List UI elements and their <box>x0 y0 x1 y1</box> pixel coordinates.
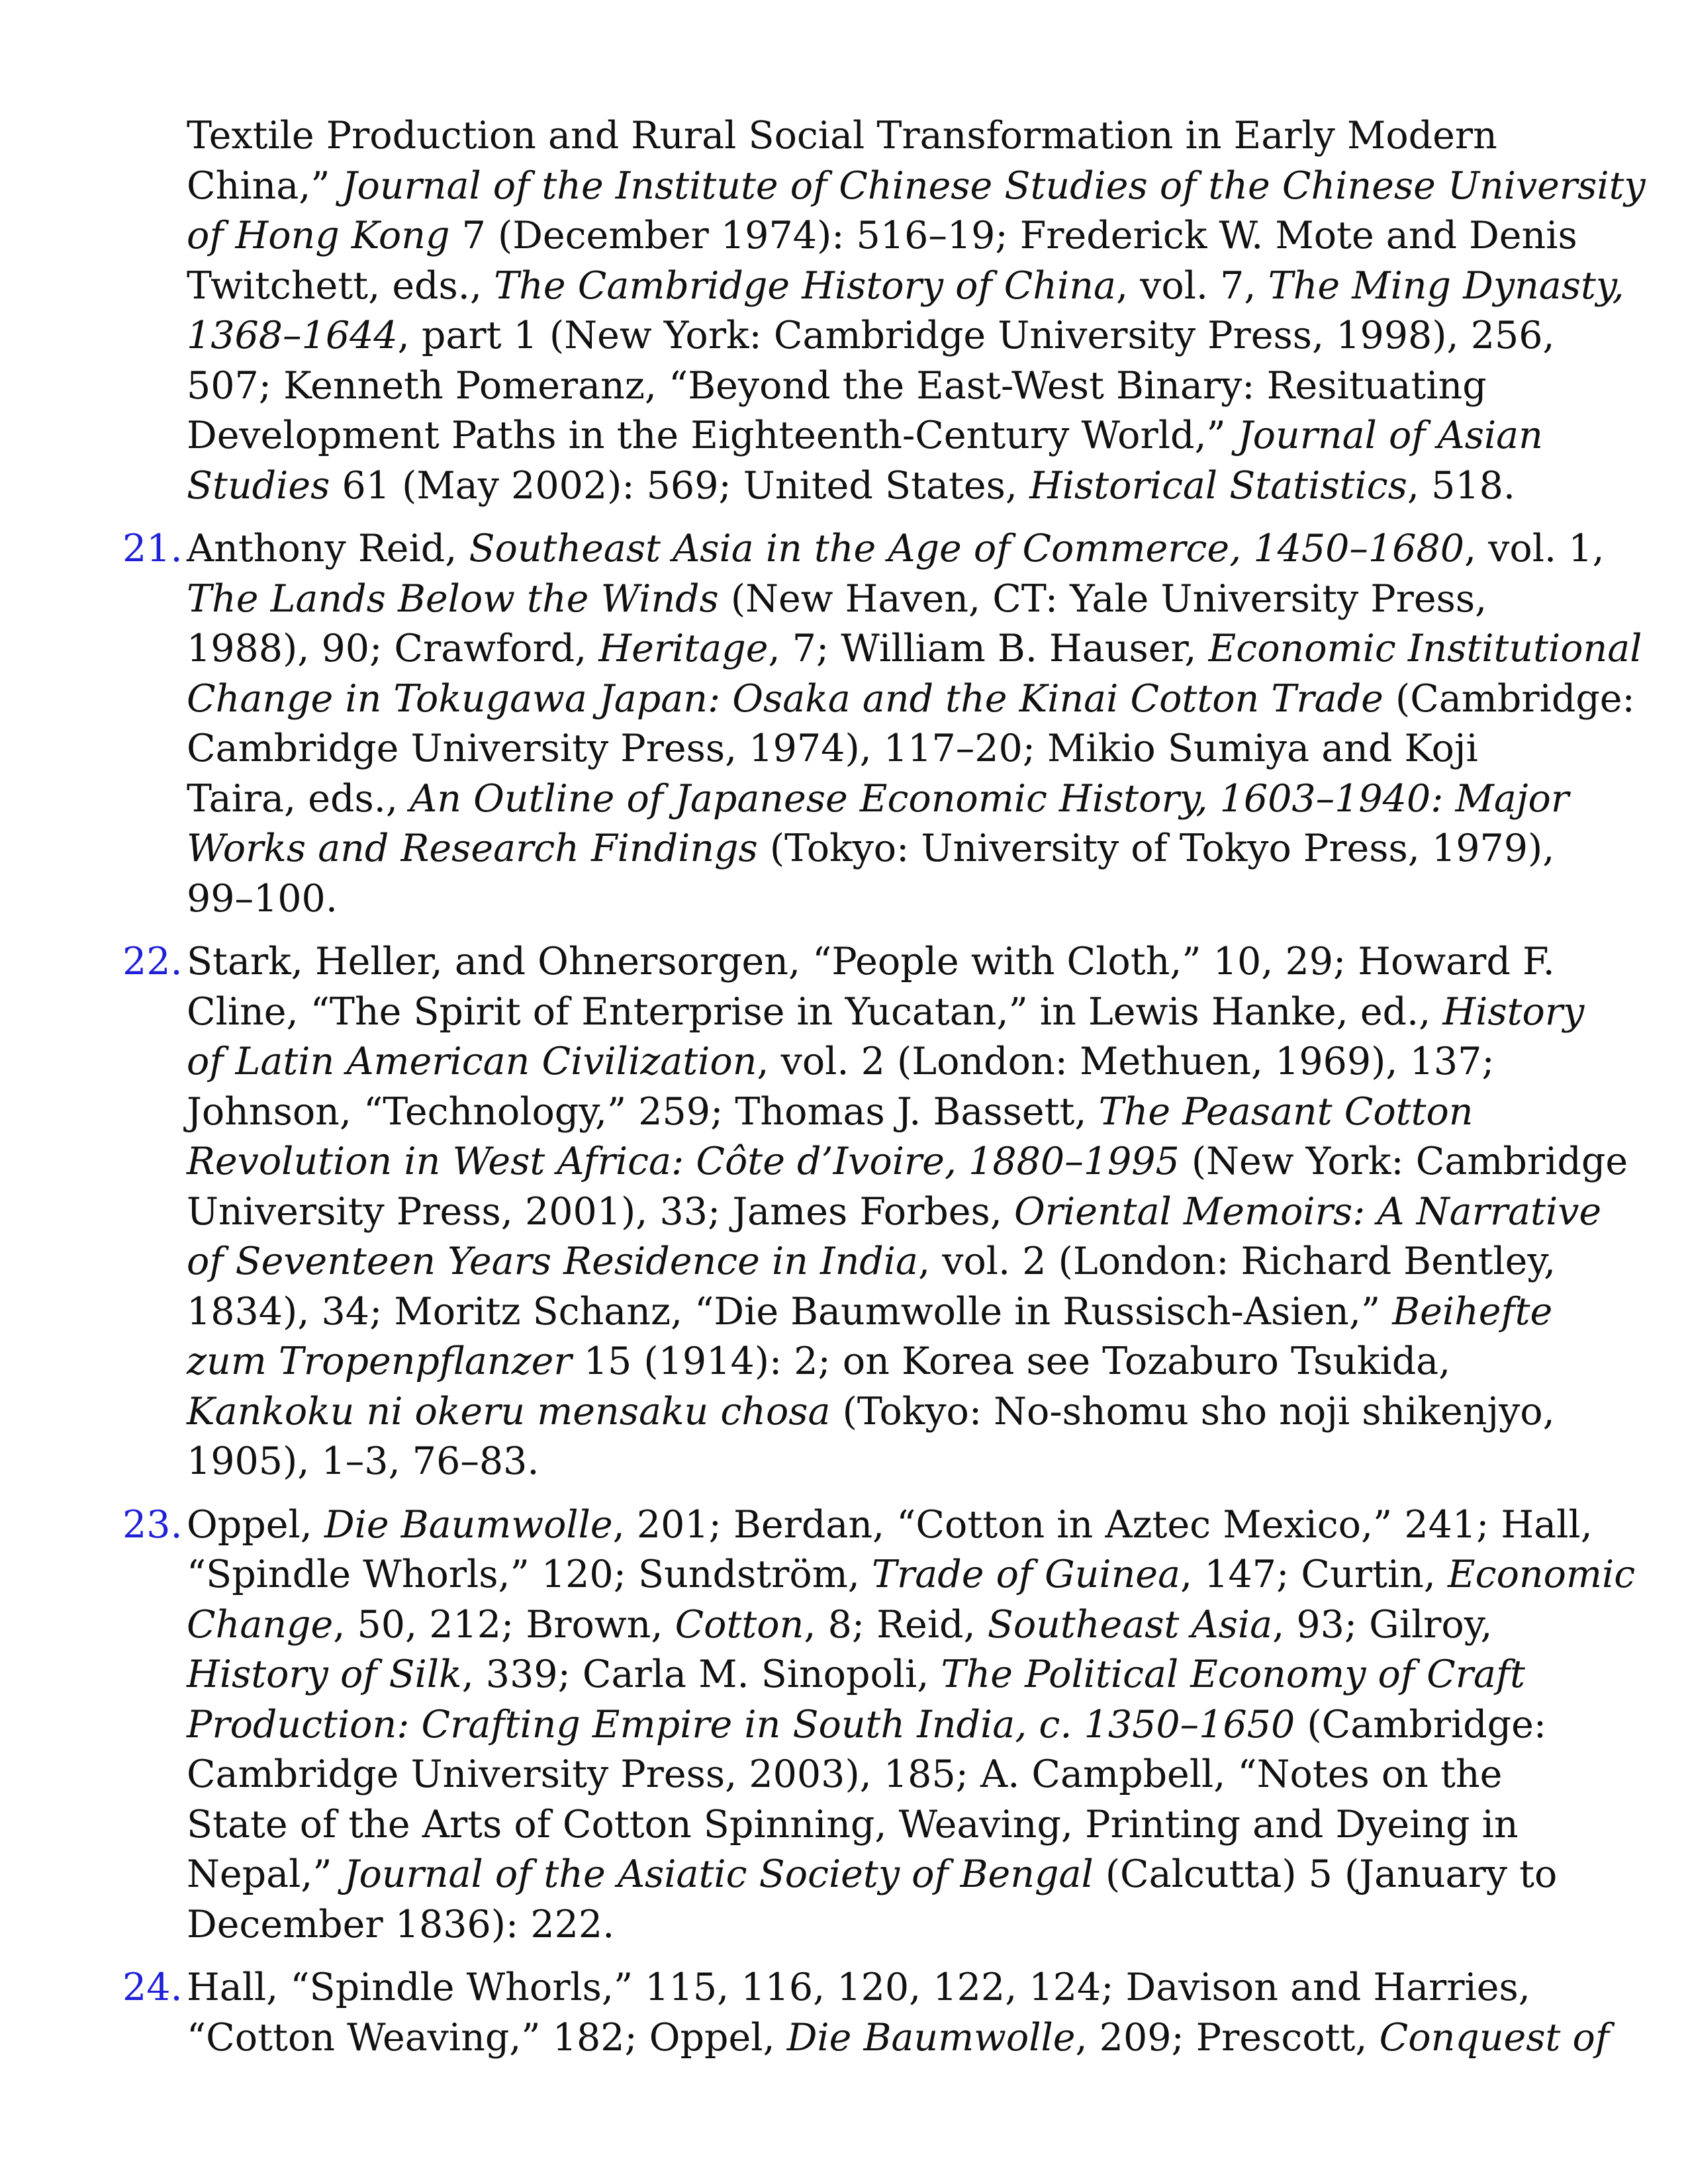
endnote-text-line <box>187 1700 1579 1751</box>
endnote-text-line <box>187 574 1579 625</box>
italic-title: Journal of Asian <box>1237 414 1543 457</box>
endnote-number-link[interactable]: 22. <box>122 940 183 983</box>
text-run: , 209; Prescott, <box>1075 2015 1380 2060</box>
text-run: , vol. 7, <box>1115 263 1268 308</box>
endnote-text-line <box>187 361 1579 412</box>
endnote-number-link[interactable]: 21. <box>122 527 183 570</box>
text-run: Twitchett, eds., <box>187 263 494 308</box>
endnote-22 <box>122 937 1628 1487</box>
text-run: Development Paths in the Eighteenth-Century World,” <box>187 414 1238 457</box>
endnote-text-line <box>187 161 1646 212</box>
text-run: Textile Production and Rural Social Transformation in Early Modern <box>187 114 1497 158</box>
endnote-text-line <box>187 211 1579 261</box>
text-run: (New Haven, CT: Yale University Press, <box>718 576 1487 621</box>
text-run: 507; Kenneth Pomeranz, “Beyond the East-West Binary: Resituating <box>187 363 1487 408</box>
endnote-text-line <box>187 1237 1579 1287</box>
italic-title: Trade of Guinea <box>872 1553 1181 1596</box>
text-run: “Spindle Whorls,” 120; Sundström, <box>187 1553 872 1596</box>
text-run: , 93; Gilroy, <box>1272 1602 1493 1647</box>
italic-title: of Latin American Civilization <box>187 1040 757 1083</box>
italic-title: History <box>1442 989 1585 1034</box>
text-run: , 339; Carla M. Sinopoli, <box>461 1653 941 1696</box>
endnote-text-line <box>187 724 1579 774</box>
text-run: 7 (December 1974): 516–19; Frederick W. Mote and Denis <box>449 214 1577 257</box>
endnote-text-line <box>187 261 1624 312</box>
italic-title: Works and Research Findings <box>187 827 758 870</box>
endnote-number-link[interactable]: 23. <box>122 1502 183 1547</box>
text-run: “Cotton Weaving,” 182; Oppel, <box>187 2015 787 2060</box>
endnote-text-line <box>187 1387 1579 1437</box>
italic-title: The Political Economy of Craft <box>941 1653 1525 1696</box>
endnote-number-link[interactable]: 24. <box>122 1966 183 2009</box>
endnote-text-line <box>187 1850 1579 1900</box>
text-run: (Cambridge: <box>1295 1702 1547 1747</box>
italic-title: zum Tropenpflanzer <box>187 1340 572 1383</box>
endnote-text-line <box>187 1437 1579 1487</box>
endnote-text-line <box>187 1650 1579 1700</box>
endnote-text-line <box>187 524 1605 574</box>
italic-title: Historical Statistics <box>1029 463 1407 508</box>
endnotes-page <box>122 111 1646 2076</box>
text-run: December 1836): 222. <box>187 1902 615 1946</box>
text-run: (Cambridge: <box>1383 676 1635 721</box>
text-run: , vol. 1, <box>1464 527 1605 570</box>
italic-title: Oriental Memoirs: A Narrative <box>1014 1189 1602 1234</box>
endnote-text-line <box>187 411 1579 461</box>
text-run: Taira, eds., <box>187 776 410 821</box>
endnote-text-line <box>187 1187 1602 1238</box>
italic-title: Studies <box>187 463 330 508</box>
text-run: (Tokyo: University of Tokyo Press, 1979), <box>757 827 1555 870</box>
endnote-text-line <box>187 2013 1609 2064</box>
endnote-text-line <box>187 1137 1628 1187</box>
italic-title: Die Baumwolle <box>324 1502 613 1547</box>
text-run: Oppel, <box>187 1502 324 1547</box>
italic-title: Economic Institutional <box>1208 627 1642 670</box>
endnote-text-line <box>187 1750 1579 1800</box>
text-run: , 7; William B. Hauser, <box>768 627 1209 670</box>
italic-title: Journal of the Institute of Chinese Studies of the Chinese University <box>342 163 1646 208</box>
text-run: 61 (May 2002): 569; United States, <box>330 463 1030 508</box>
italic-title: Southeast Asia in the Age of Commerce, 1450–1680 <box>469 527 1464 570</box>
endnote-text-line <box>187 1500 1593 1551</box>
endnote-continuation <box>122 111 1646 511</box>
text-run: , 8; Reid, <box>804 1602 988 1647</box>
endnote-text-line <box>187 311 1579 361</box>
endnote-text-line <box>187 1550 1636 1600</box>
text-run: , part 1 (New York: Cambridge University Press, 1998), 256, <box>397 314 1555 357</box>
endnote-text-line <box>187 111 1579 161</box>
italic-title: Revolution in West Africa: Côte d’Ivoire, 1880–1995 <box>187 1140 1180 1183</box>
text-run: State of the Arts of Cotton Spinning, Weaving, Printing and Dyeing in <box>187 1802 1519 1846</box>
italic-title: The Ming Dynasty, <box>1268 263 1624 308</box>
text-run: 1834), 34; Moritz Schanz, “Die Baumwolle in Russisch-Asien,” <box>187 1289 1393 1334</box>
text-run: , vol. 2 (London: Methuen, 1969), 137; <box>757 1040 1495 1083</box>
italic-title: The Cambridge History of China <box>494 263 1116 308</box>
endnote-text-line <box>187 774 1579 825</box>
endnote-text-line <box>187 937 1579 987</box>
italic-title: The Lands Below the Winds <box>187 576 719 621</box>
italic-title: Change in Tokugawa Japan: Osaka and the Kinai Cotton Trade <box>187 676 1383 721</box>
italic-title: Economic <box>1448 1553 1636 1596</box>
italic-title: Beihefte <box>1392 1289 1553 1334</box>
endnote-text-line <box>187 1337 1579 1387</box>
text-run: Cambridge University Press, 2003), 185; A. Campbell, “Notes on the <box>187 1752 1503 1796</box>
endnote-text-line <box>187 1963 1579 2013</box>
endnote-text-line <box>187 674 1635 725</box>
text-run: , 50, 212; Brown, <box>333 1602 675 1647</box>
italic-title: Production: Crafting Empire in South India, c. 1350–1650 <box>187 1702 1295 1747</box>
endnote-text-line <box>187 1800 1579 1850</box>
italic-title: Change <box>187 1602 334 1647</box>
italic-title: of Hong Kong <box>187 214 450 257</box>
text-run: (Calcutta) 5 (January to <box>1093 1852 1558 1896</box>
text-run: Anthony Reid, <box>187 527 469 570</box>
italic-title: of Seventeen Years Residence in India <box>187 1240 918 1283</box>
endnote-text-line <box>187 987 1585 1038</box>
endnote-text-line <box>187 1900 1579 1950</box>
italic-title: Cotton <box>675 1602 804 1647</box>
italic-title: Die Baumwolle <box>786 2015 1076 2060</box>
endnote-21 <box>122 524 1642 924</box>
endnote-23 <box>122 1500 1636 1950</box>
text-run: Hall, “Spindle Whorls,” 115, 116, 120, 122, 124; Davison and Harries, <box>187 1966 1530 2009</box>
endnote-text-line <box>187 1037 1579 1087</box>
italic-title: Conquest of <box>1379 2015 1609 2060</box>
text-run: Cambridge University Press, 1974), 117–20; Mikio Sumiya and Koji <box>187 727 1478 770</box>
endnote-text-line <box>187 824 1579 874</box>
text-run: 1988), 90; Crawford, <box>187 627 599 670</box>
text-run: (New York: Cambridge <box>1179 1140 1628 1183</box>
text-run: , 147; Curtin, <box>1180 1553 1448 1596</box>
italic-title: Southeast Asia <box>987 1602 1273 1647</box>
italic-title: History of Silk <box>187 1653 462 1696</box>
italic-title: Journal of the Asiatic Society of Bengal <box>344 1852 1094 1896</box>
text-run: Nepal,” <box>187 1852 344 1896</box>
endnote-text-line <box>187 1287 1579 1338</box>
text-run: 99–100. <box>187 876 338 921</box>
endnote-text-line <box>187 1600 1579 1651</box>
text-run: , 518. <box>1407 463 1516 508</box>
text-run: Cline, “The Spirit of Enterprise in Yucatan,” in Lewis Hanke, ed., <box>187 989 1443 1034</box>
endnote-text-line <box>187 874 1579 925</box>
endnote-text-line <box>187 461 1579 512</box>
endnote-text-line <box>187 1087 1579 1138</box>
text-run: (Tokyo: No-shomu sho noji shikenjyo, <box>830 1389 1555 1433</box>
italic-title: 1368–1644 <box>187 314 398 357</box>
text-run: 15 (1914): 2; on Korea see Tozaburo Tsukida, <box>571 1340 1451 1383</box>
text-run: University Press, 2001), 33; James Forbes, <box>187 1189 1015 1234</box>
italic-title: The Peasant Cotton <box>1098 1089 1474 1134</box>
endnote-24 <box>122 1963 1609 2063</box>
italic-title: Kankoku ni okeru mensaku chosa <box>187 1389 831 1433</box>
text-run: 1905), 1–3, 76–83. <box>187 1439 539 1483</box>
text-run: China,” <box>187 163 342 208</box>
text-run: Stark, Heller, and Ohnersorgen, “People with Cloth,” 10, 29; Howard F. <box>187 940 1555 983</box>
text-run: , 201; Berdan, “Cotton in Aztec Mexico,” 241; Hall, <box>612 1502 1593 1547</box>
text-run: Johnson, “Technology,” 259; Thomas J. Bassett, <box>187 1089 1099 1134</box>
endnote-text-line <box>187 624 1642 674</box>
text-run: , vol. 2 (London: Richard Bentley, <box>918 1240 1556 1283</box>
italic-title: An Outline of Japanese Economic History, 1603–1940: Major <box>410 776 1570 821</box>
italic-title: Heritage <box>598 627 769 670</box>
